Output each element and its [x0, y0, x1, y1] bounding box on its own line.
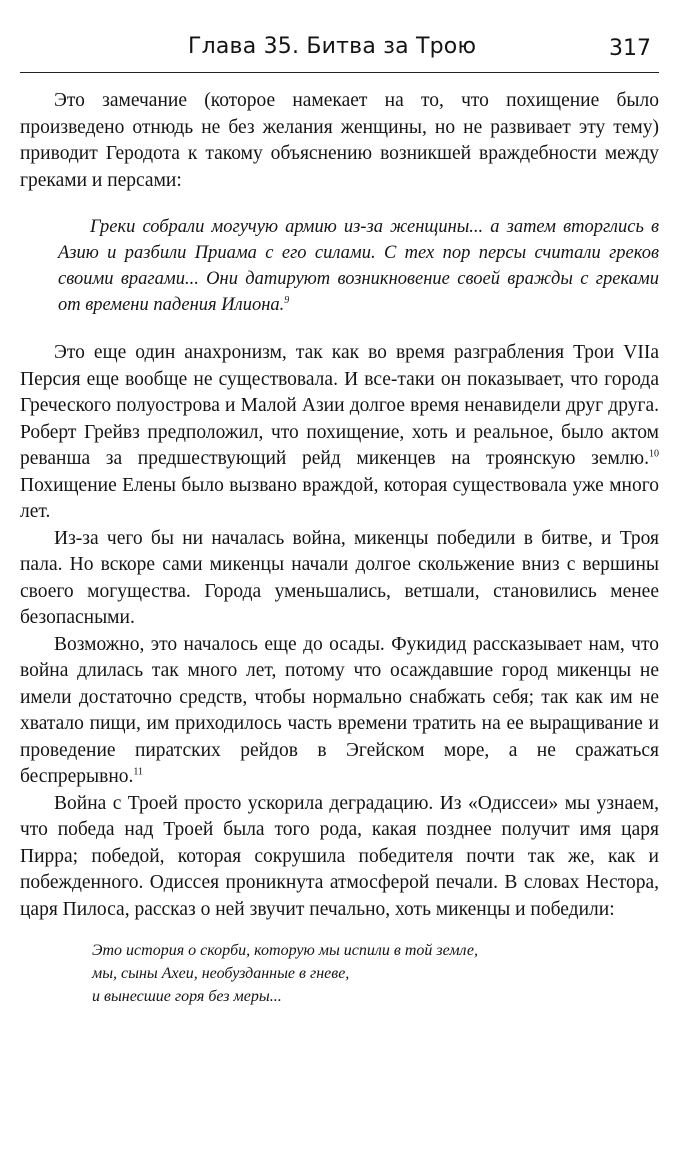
paragraph-2: [20, 340, 659, 526]
paragraph-1: Это замечание (которое намекает на то, что похищение было произведено отнюдь не без желания женщины, но не развивает эту тему) приводит Геродота к такому объяснению возникшей враждебности между греками и персами:: [20, 90, 659, 191]
page-body: [20, 88, 659, 1008]
block-quote-herodotus: [58, 214, 659, 318]
verse-line: мы, сыны Ахеи, необузданные в гневе,: [92, 965, 350, 982]
paragraph-4-text: Возможно, это началось еще до осады. Фукидид рассказывает нам, что война длилась так много лет, потому что осаждавшие город микенцы не имели достаточно средств, чтобы нормально снабжать себя; так как им не хватало пищи, им приходилось часть времени тратить на ее выращивание и проведение пиратских рейдов в Эгейском море, а не сражаться беспрерывно.: [20, 633, 659, 787]
footnote-ref-11: 11: [133, 766, 144, 778]
chapter-title: Глава 35. Битва за Трою: [188, 34, 477, 59]
running-header: [20, 28, 659, 73]
paragraph-2-part-a: Это еще один анахронизм, так как во время разграбления Трои VIIa Персия еще вообще не существовала. И все-таки он показывает, что города Греческого полуострова и Малой Азии долгое время ненавидели друг друга. Роберт Грейвз предположил, что похищение, хоть и реальное, было актом реванша за предшествующий рейд микенцев на троянскую землю.: [20, 342, 659, 469]
verse-line: Это история о скорби, которую мы испили в той земле,: [92, 942, 479, 959]
paragraph-2-part-b: Похищение Елены было вызвано враждой, которая существовала уже много лет.: [20, 474, 659, 522]
page-number: 317: [609, 36, 651, 61]
paragraph-3: Из-за чего бы ни началась война, микенцы победили в битве, и Троя пала. Но вскоре сами микенцы начали долгое скольжение вниз с вершины своего могущества. Города уменьшались, ветшали, становились менее безопасными.: [20, 527, 659, 628]
quote-text: Греки собрали могучую армию из-за женщины... а затем вторглись в Азию и разбили Приама с его силами. С тех пор персы считали греков своими врагами... Они датируют возникновение своей вражды с греками от времени падения Илиона.: [58, 217, 659, 315]
footnote-ref-9: 9: [284, 294, 290, 306]
paragraph-4: [20, 632, 659, 791]
footnote-ref-10: 10: [649, 448, 659, 460]
verse-line: и вынесшие горя без меры...: [92, 988, 282, 1005]
verse-quote-odyssey: [92, 939, 659, 1008]
paragraph-5: Война с Троей просто ускорила деградацию. Из «Одиссеи» мы узнаем, что победа над Троей была того рода, какая позднее получит имя царя Пирра; победой, которая сокрушила победителя почти так же, как и побежденного. Одиссея проникнута атмосферой печали. В словах Нестора, царя Пилоса, рассказ о ней звучит печально, хоть микенцы и победили:: [20, 792, 659, 920]
